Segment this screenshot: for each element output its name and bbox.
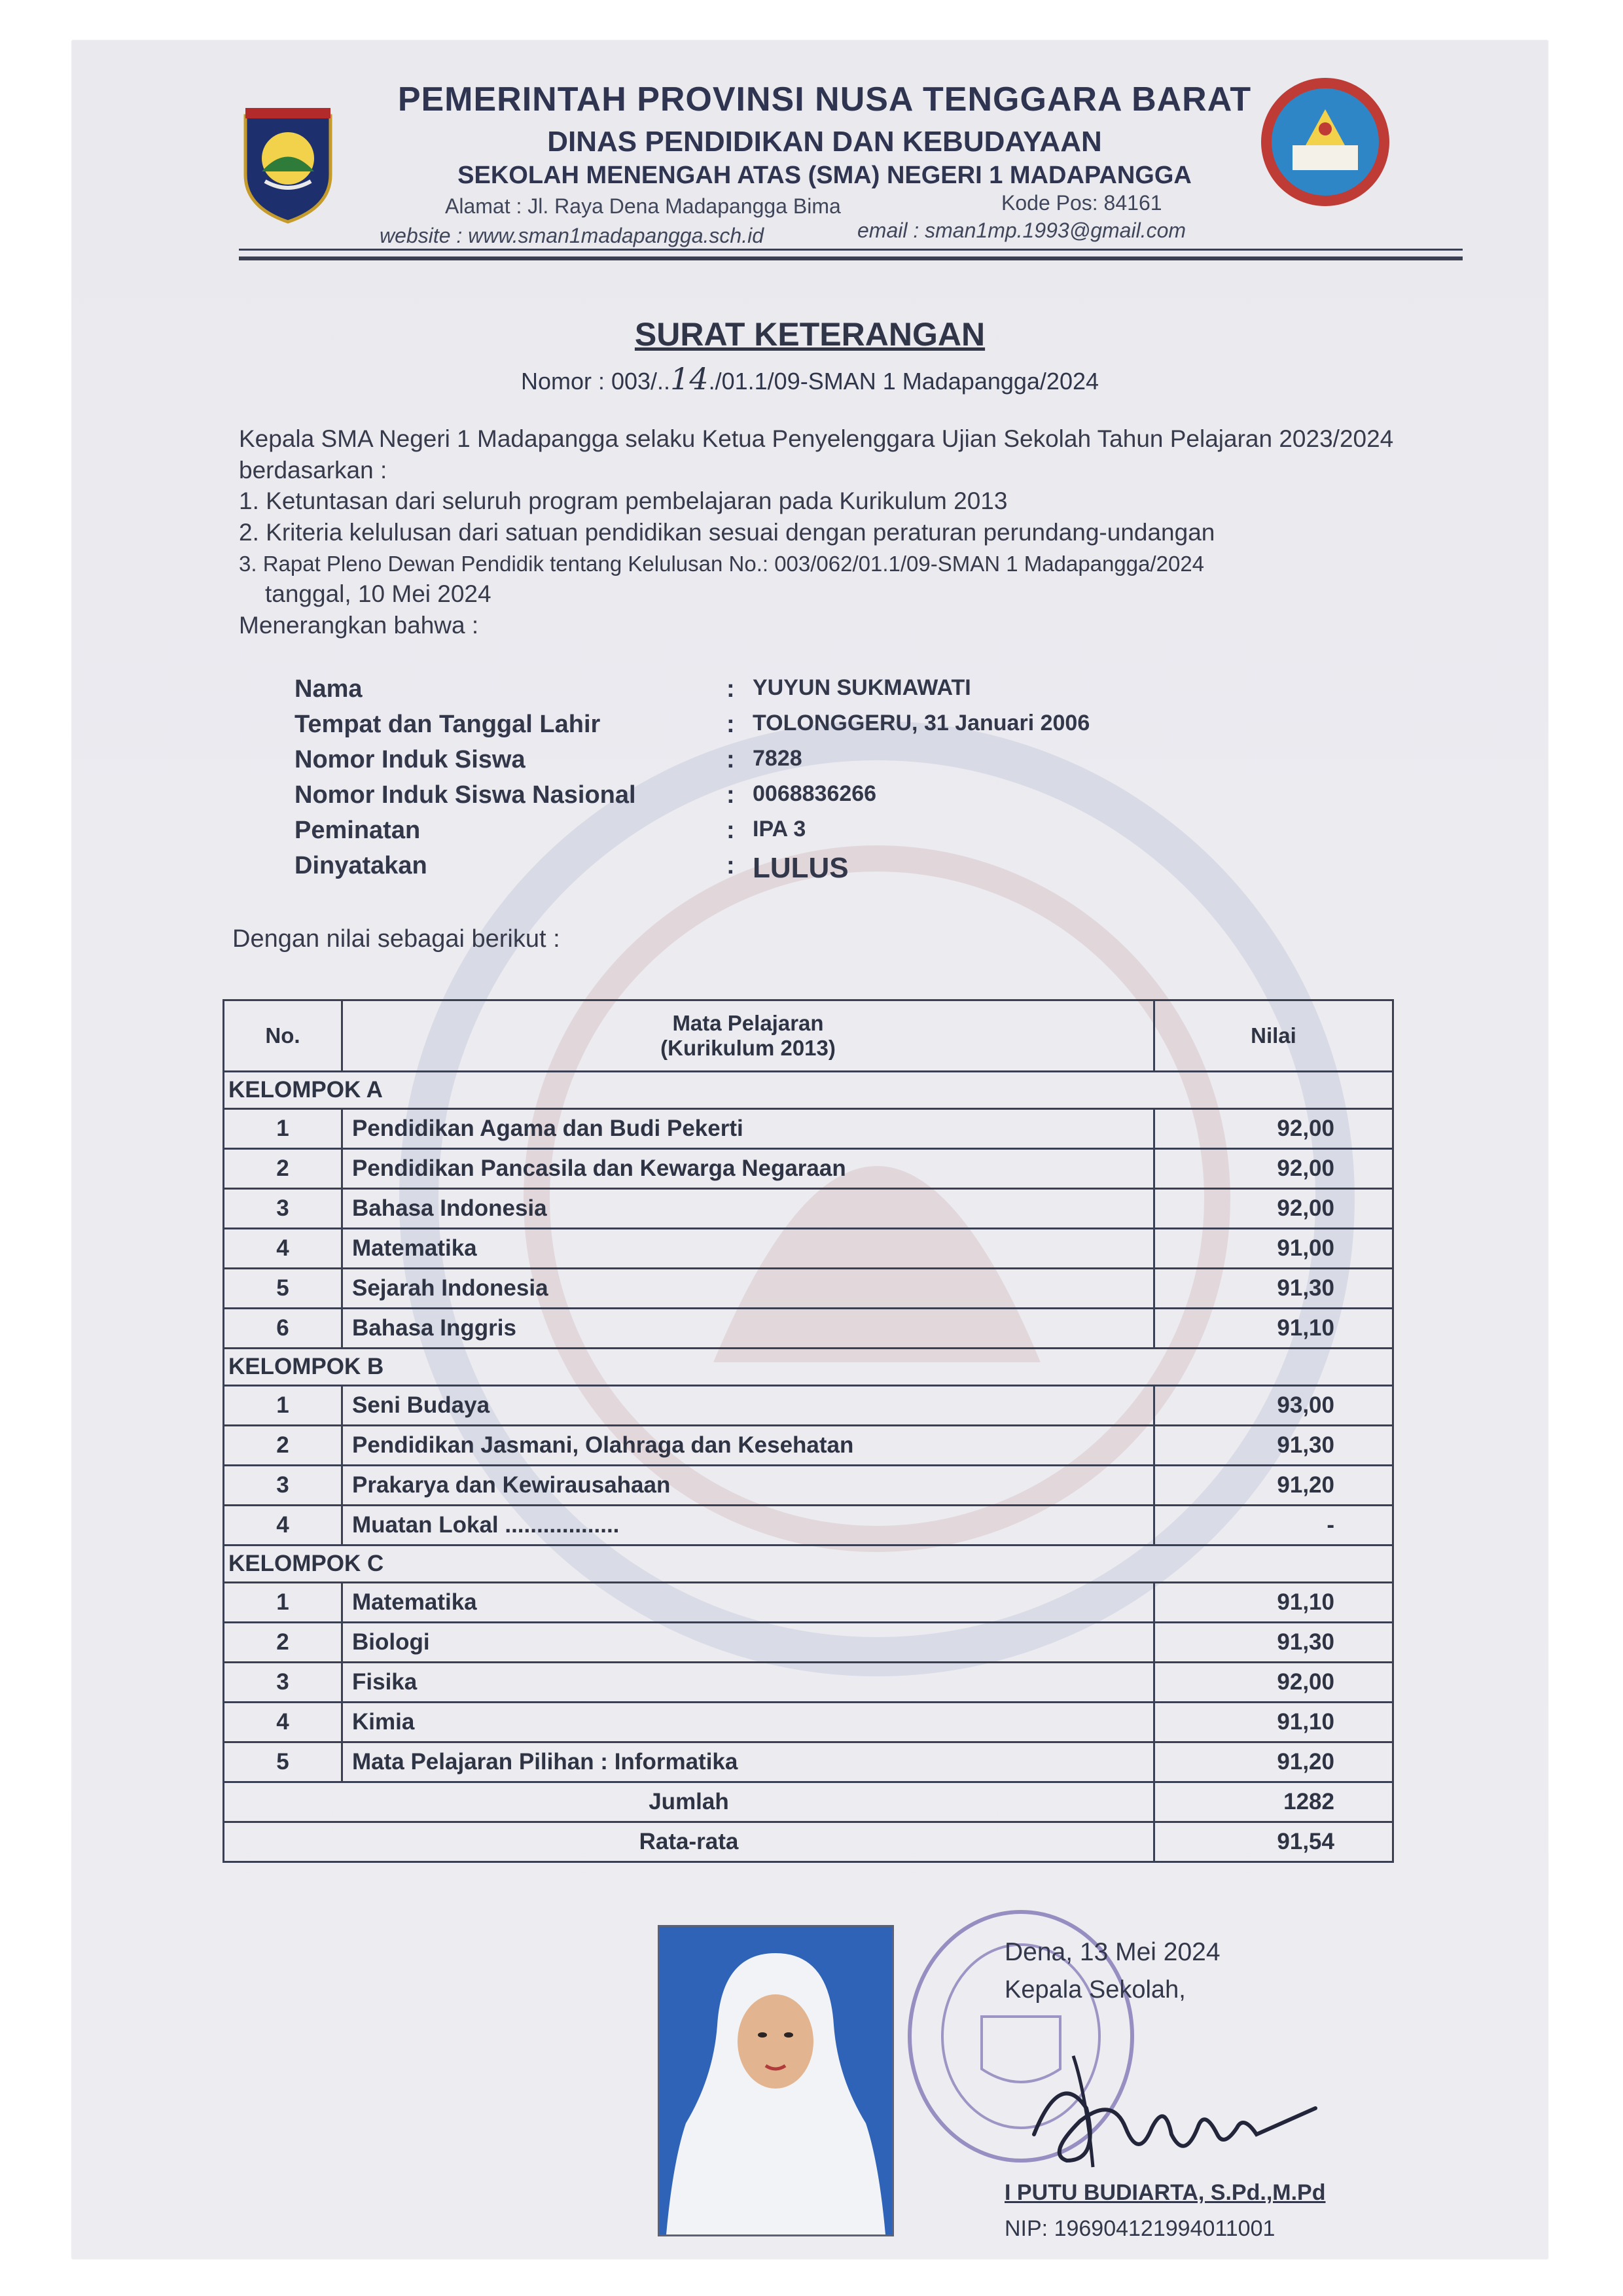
signature-role: Kepala Sekolah,: [1005, 1976, 1186, 2004]
row-subject: Matematika: [342, 1583, 1154, 1623]
row-number: 4: [224, 1506, 342, 1545]
total-row-value: 1282: [1154, 1782, 1393, 1822]
row-subject: Matematika: [342, 1229, 1154, 1269]
row-score: 93,00: [1154, 1386, 1393, 1426]
row-subject: Fisika: [342, 1663, 1154, 1703]
row-number: 1: [224, 1109, 342, 1149]
group-header-row: [224, 1545, 1393, 1583]
row-subject: Bahasa Indonesia: [342, 1189, 1154, 1229]
letterhead-address: Alamat : Jl. Raya Dena Madapangga Bima: [445, 194, 841, 218]
province-emblem-icon: [239, 103, 337, 224]
handwritten-number: 14: [670, 361, 709, 397]
row-score: 91,20: [1154, 1742, 1393, 1782]
row-subject: Seni Budaya: [342, 1386, 1154, 1426]
row-subject: Muatan Lokal ..................: [342, 1506, 1154, 1545]
group-header-row: [224, 1349, 1393, 1386]
student-name: YUYUN SUKMAWATI: [753, 675, 971, 700]
intro-paragraph: Kepala SMA Negeri 1 Madapangga selaku Ketua Penyelenggara Ujian Sekolah Tahun Pelajaran 2023/2024 berdasarkan :: [239, 425, 1394, 484]
table-row: [224, 1269, 1393, 1309]
row-number: 6: [224, 1309, 342, 1349]
row-score: 92,00: [1154, 1663, 1393, 1703]
row-number: 2: [224, 1623, 342, 1663]
group-label: KELOMPOK B: [224, 1349, 1393, 1386]
statement-text: Menerangkan bahwa :: [239, 612, 479, 639]
row-subject: Sejarah Indonesia: [342, 1269, 1154, 1309]
student-nisn: 0068836266: [753, 781, 877, 806]
row-subject: Pendidikan Agama dan Budi Pekerti: [342, 1109, 1154, 1149]
average-row: [224, 1822, 1393, 1862]
table-row: [224, 1109, 1393, 1149]
student-photo-image: [660, 1927, 892, 2234]
row-score: 91,10: [1154, 1583, 1393, 1623]
letterhead-school: SEKOLAH MENENGAH ATAS (SMA) NEGERI 1 MADAPANGGA: [457, 162, 1192, 189]
table-row: [224, 1426, 1393, 1466]
table-row: [224, 1386, 1393, 1426]
basis-point-3-date: tanggal, 10 Mei 2024: [265, 580, 491, 607]
row-score: 91,10: [1154, 1703, 1393, 1742]
row-score: -: [1154, 1506, 1393, 1545]
grades-table: [223, 999, 1394, 1863]
group-header-row: [224, 1072, 1393, 1109]
basis-point-3: 3. Rapat Pleno Dewan Pendidik tentang Kelulusan No.: 003/062/01.1/09-SMAN 1 Madapangga/2024: [239, 552, 1205, 576]
row-score: 91,20: [1154, 1466, 1393, 1506]
table-header-row: [224, 1000, 1393, 1072]
row-subject: Pendidikan Pancasila dan Kewarga Negaraan: [342, 1149, 1154, 1189]
signer-nip: NIP: 196904121994011001: [1005, 2216, 1275, 2241]
letterhead-department: DINAS PENDIDIKAN DAN KEBUDAYAAN: [547, 126, 1102, 158]
document-number: Nomor : 003/..14./01.1/09-SMAN 1 Madapangga/2024: [520, 361, 1099, 397]
row-subject: Kimia: [342, 1703, 1154, 1742]
grades-body: [224, 1072, 1393, 1862]
table-row: [224, 1149, 1393, 1189]
row-number: 1: [224, 1386, 342, 1426]
row-score: 91,30: [1154, 1426, 1393, 1466]
basis-point-1: 1. Ketuntasan dari seluruh program pembelajaran pada Kurikulum 2013: [239, 487, 1008, 514]
document-page: PEMERINTAH PROVINSI NUSA TENGGARA BARAT DINAS PENDIDIKAN DAN KEBUDAYAAN SEKOLAH MENENGAH ATAS (SMA) NEGERI 1 MADAPANGGA Alamat : Jl. Raya Dena Madapangga Bima Kode Pos: 84161 website : www.sman1madapangga.sch.id email : sman1mp.1993@gmail.com SURAT KETERANGAN Nomor : 003/..14./01.1/09-SMAN 1 Madapangga/2024 Kepala SMA Negeri 1 Madapangga selaku Ketua Penyelenggara Ujian Sekolah Tahun Pelajaran 2023/2024 berdasarkan : 1. Ketuntasan dari seluruh program pembelajaran pada Kurikulum 2013 2. Kriteria kelulusan dari satuan pendidikan sesuai dengan peraturan perundang-undangan 3. Rapat Pleno Dewan Pendidik tentang Kelulusan No.: 003/062/01.1/09-SMAN 1 Madapangga/2024 tanggal, 10 Mei 2024 Menerangkan bahwa : Nama : YUYUN SUKMAWATI Tempat dan Tanggal Lahir : TOLONGGERU, 31 Januari 2006 Nomor Induk Siswa : 7828 Nomor Induk Siswa Nasional : 0068836266 Peminatan : IPA 3 Dinyatakan : LULUS Dengan nilai sebagai berikut : No. Mata Pelajaran (Kurikulum 2013) Nilai KELOMPOK A 1 Pendidikan Agama dan Budi Pekerti 92,00 2 Pendidikan Pancasila dan Kewarga Negaraan 92,00 3 Bahasa Indonesia 92,00 4 Matematika 91,00 5 Sejarah Indonesia 91,30 6 Bahasa Inggris 91,10 KELOMPOK B 1 Seni Budaya 93,00 2 Pendidikan Jasmani, Olahraga dan Kesehatan 91,30 3 Prakarya dan Kewirausahaan 91,20 4 Muatan Lokal .................. - KELOMPOK C 1 Matematika 91,10 2 Biologi 91,30 3 Fisika 92,00 4 Kimia 91,10 5 Mata Pelajaran Pilihan : Informatika 91,20 Jumlah 1282 Rata-rata 91,54 Dena, 13 Mei 2024 Kepala Sekolah, I PUTU BUDIARTA, S.Pd.,M.Pd NIP: 196904121994011001: [72, 41, 1548, 2259]
student-birth: TOLONGGERU, 31 Januari 2006: [753, 711, 1090, 735]
grades-intro: Dengan nilai sebagai berikut :: [232, 925, 560, 953]
group-label: KELOMPOK C: [224, 1545, 1393, 1583]
document-title: SURAT KETERANGAN: [634, 316, 986, 353]
letterhead-email: email : sman1mp.1993@gmail.com: [857, 219, 1186, 242]
row-score: 92,00: [1154, 1109, 1393, 1149]
row-score: 91,30: [1154, 1269, 1393, 1309]
row-score: 91,10: [1154, 1309, 1393, 1349]
row-score: 91,00: [1154, 1229, 1393, 1269]
row-subject: Pendidikan Jasmani, Olahraga dan Kesehatan: [342, 1426, 1154, 1466]
letterhead-divider: [239, 249, 1463, 251]
signature-place-date: Dena, 13 Mei 2024: [1005, 1938, 1221, 1966]
row-number: 5: [224, 1742, 342, 1782]
row-score: 92,00: [1154, 1149, 1393, 1189]
table-row: [224, 1466, 1393, 1506]
header-score: Nilai: [1154, 1000, 1393, 1072]
row-number: 4: [224, 1229, 342, 1269]
table-row: [224, 1583, 1393, 1623]
table-row: [224, 1229, 1393, 1269]
signer-name: I PUTU BUDIARTA, S.Pd.,M.Pd: [1005, 2180, 1326, 2205]
basis-point-2: 2. Kriteria kelulusan dari satuan pendidikan sesuai dengan peraturan perundang-undangan: [239, 519, 1215, 546]
row-number: 1: [224, 1583, 342, 1623]
table-row: [224, 1189, 1393, 1229]
handwritten-signature-icon: [1008, 2030, 1348, 2180]
row-subject: Biologi: [342, 1623, 1154, 1663]
row-number: 5: [224, 1269, 342, 1309]
row-number: 2: [224, 1426, 342, 1466]
row-subject: Mata Pelajaran Pilihan : Informatika: [342, 1742, 1154, 1782]
header-subject: Mata Pelajaran (Kurikulum 2013): [342, 1000, 1154, 1072]
student-status: LULUS: [753, 852, 849, 884]
table-row: [224, 1663, 1393, 1703]
average-row-label: Rata-rata: [224, 1822, 1154, 1862]
letterhead-postal-code: Kode Pos: 84161: [1001, 191, 1162, 215]
table-row: [224, 1623, 1393, 1663]
student-major: IPA 3: [753, 817, 806, 841]
row-number: 2: [224, 1149, 342, 1189]
table-row: [224, 1742, 1393, 1782]
table-row: [224, 1309, 1393, 1349]
header-no: No.: [224, 1000, 342, 1072]
row-number: 3: [224, 1466, 342, 1506]
table-row: [224, 1506, 1393, 1545]
student-nis: 7828: [753, 746, 802, 771]
row-score: 91,30: [1154, 1623, 1393, 1663]
row-score: 92,00: [1154, 1189, 1393, 1229]
total-row: [224, 1782, 1393, 1822]
row-number: 4: [224, 1703, 342, 1742]
row-number: 3: [224, 1663, 342, 1703]
row-number: 3: [224, 1189, 342, 1229]
table-row: [224, 1703, 1393, 1742]
row-subject: Prakarya dan Kewirausahaan: [342, 1466, 1154, 1506]
total-row-label: Jumlah: [224, 1782, 1154, 1822]
row-subject: Bahasa Inggris: [342, 1309, 1154, 1349]
student-photo: [658, 1925, 894, 2236]
letterhead-province: PEMERINTAH PROVINSI NUSA TENGGARA BARAT: [397, 80, 1252, 118]
letterhead-divider-thick: [239, 256, 1463, 260]
average-row-value: 91,54: [1154, 1822, 1393, 1862]
group-label: KELOMPOK A: [224, 1072, 1393, 1109]
letterhead-website: website : www.sman1madapangga.sch.id: [380, 224, 764, 247]
